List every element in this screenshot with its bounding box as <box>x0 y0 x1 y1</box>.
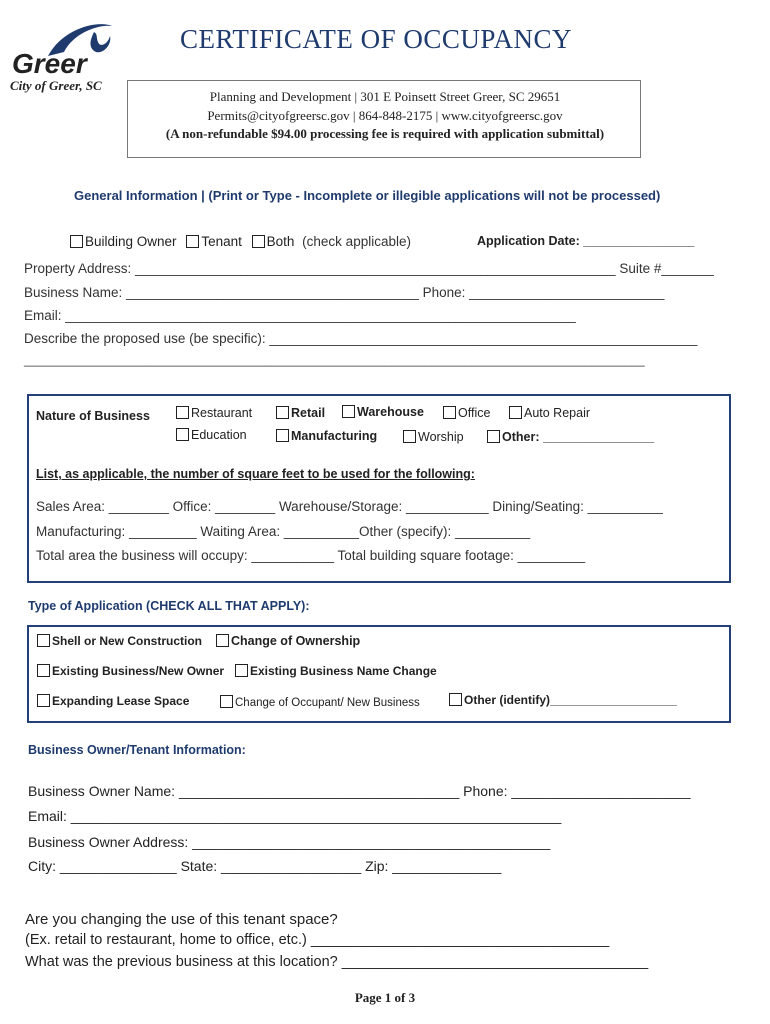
info-line-1: Planning and Development | 301 E Poinsett Street Greer, SC 29651 <box>209 89 561 104</box>
other-type-label: Other (identify)___________________ <box>464 693 677 707</box>
building-owner-label: Building Owner <box>85 234 177 249</box>
warehouse-label: Warehouse <box>357 405 424 419</box>
city-state-zip-field[interactable]: City: _______________ State: __________________ Zip: ______________ <box>28 858 502 874</box>
sqft-line-2[interactable]: Manufacturing: _________ Waiting Area: __________Other (specify): __________ <box>36 524 531 539</box>
nature-option-retail[interactable] <box>276 406 325 420</box>
worship-checkbox[interactable] <box>403 430 416 443</box>
nature-option-manufacturing[interactable] <box>276 429 377 443</box>
change-use-question: Are you changing the use of this tenant space? <box>25 911 338 928</box>
name-change-label: Existing Business Name Change <box>250 664 437 678</box>
page-title: CERTIFICATE OF OCCUPANCY <box>180 24 572 54</box>
check-note: (check applicable) <box>302 234 411 249</box>
manufacturing-label: Manufacturing <box>291 429 378 443</box>
tenant-checkbox[interactable] <box>186 235 199 248</box>
nature-option-education[interactable] <box>176 428 247 442</box>
both-label: Both <box>266 234 295 249</box>
retail-checkbox[interactable] <box>276 406 289 419</box>
describe-use-field[interactable]: Describe the proposed use (be specific): _________________________________________________________ <box>24 331 698 346</box>
shell-label: Shell or New Construction <box>52 634 203 648</box>
nature-option-office[interactable] <box>443 406 490 420</box>
nature-option-restaurant[interactable] <box>176 406 252 420</box>
tenant-label: Tenant <box>201 234 242 249</box>
general-info-heading: General Information | (Print or Type - Incomplete or illegible applications will not be processed) <box>74 188 661 203</box>
app-opt-shell[interactable] <box>37 634 202 648</box>
ownership-checkbox[interactable] <box>216 634 229 647</box>
nature-option-other[interactable] <box>487 430 654 444</box>
app-opt-ownership[interactable] <box>216 634 360 648</box>
info-line-2: Permits@cityofgreersc.gov | 864-848-2175 | www.cityofgreersc.gov <box>207 108 563 123</box>
sqft-line-3[interactable]: Total area the business will occupy: ___________ Total building square footage: _________ <box>36 548 586 563</box>
app-opt-other[interactable] <box>449 693 677 707</box>
nature-label: Nature of Business <box>36 409 150 423</box>
shell-checkbox[interactable] <box>37 634 50 647</box>
application-type-heading: Type of Application (CHECK ALL THAT APPLY): <box>28 599 310 613</box>
auto-repair-checkbox[interactable] <box>509 406 522 419</box>
app-opt-name-change[interactable] <box>235 664 437 678</box>
restaurant-label: Restaurant <box>191 406 253 420</box>
app-opt-existing-new-owner[interactable] <box>37 664 224 678</box>
auto-repair-label: Auto Repair <box>524 406 591 420</box>
sqft-line-1[interactable]: Sales Area: ________ Office: ________ Warehouse/Storage: ___________ Dining/Seating: __________ <box>36 499 663 514</box>
logo-text: Greer <box>12 48 87 79</box>
warehouse-checkbox[interactable] <box>342 405 355 418</box>
other-checkbox[interactable] <box>487 430 500 443</box>
other-label: Other: ________________ <box>502 430 655 444</box>
application-date-field[interactable]: Application Date: ________________ <box>477 234 695 248</box>
email-field[interactable]: Email: ____________________________________________________________________ <box>24 308 576 323</box>
describe-use-field-line2[interactable]: _____________________________________________________________________________________________ <box>24 353 645 367</box>
change-occupant-checkbox[interactable] <box>220 695 233 708</box>
page-number: Page 1 of 3 <box>354 990 416 1005</box>
name-change-checkbox[interactable] <box>235 664 248 677</box>
both-checkbox[interactable] <box>252 235 265 248</box>
retail-label: Retail <box>291 406 326 420</box>
expanding-label: Expanding Lease Space <box>52 694 190 708</box>
education-checkbox[interactable] <box>176 428 189 441</box>
nature-option-auto-repair[interactable] <box>509 406 590 420</box>
applicant-type-row <box>70 234 411 249</box>
owner-email-field[interactable]: Email: _______________________________________________________________ <box>28 808 562 824</box>
logo-subtext: City of Greer, SC <box>10 78 102 93</box>
change-occupant-label: Change of Occupant/ New Business <box>235 697 420 709</box>
city-logo <box>8 18 118 98</box>
app-opt-expanding[interactable] <box>37 694 189 708</box>
app-opt-change-occupant[interactable] <box>220 695 420 709</box>
worship-label: Worship <box>418 430 464 444</box>
existing-new-owner-checkbox[interactable] <box>37 664 50 677</box>
business-name-field[interactable]: Business Name: _______________________________________ Phone: __________________________ <box>24 285 665 300</box>
building-owner-checkbox[interactable] <box>70 235 83 248</box>
education-label: Education <box>191 428 247 442</box>
owner-name-phone-field[interactable]: Business Owner Name: ____________________________________ Phone: _______________________ <box>28 783 691 799</box>
office-checkbox[interactable] <box>443 406 456 419</box>
nature-option-warehouse[interactable] <box>342 405 424 419</box>
expanding-checkbox[interactable] <box>37 694 50 707</box>
restaurant-checkbox[interactable] <box>176 406 189 419</box>
fee-note: (A non-refundable $94.00 processing fee is required with application submittal) <box>165 126 605 141</box>
nature-option-worship[interactable] <box>403 430 464 444</box>
manufacturing-checkbox[interactable] <box>276 429 289 442</box>
existing-new-owner-label: Existing Business/New Owner <box>52 664 225 678</box>
property-address-field[interactable]: Property Address: ________________________________________________________________ Suite #_______ <box>24 261 714 276</box>
sqft-heading: List, as applicable, the number of square feet to be used for the following: <box>36 467 475 481</box>
owner-info-heading: Business Owner/Tenant Information: <box>28 743 246 757</box>
office-label: Office <box>458 406 491 420</box>
ownership-label: Change of Ownership <box>231 634 361 648</box>
change-use-example-field[interactable]: (Ex. retail to restaurant, home to office, etc.) _____________________________________ <box>25 932 610 948</box>
owner-address-field[interactable]: Business Owner Address: ______________________________________________ <box>28 834 551 850</box>
previous-business-field[interactable]: What was the previous business at this location? ______________________________________ <box>25 954 649 970</box>
other-type-checkbox[interactable] <box>449 693 462 706</box>
